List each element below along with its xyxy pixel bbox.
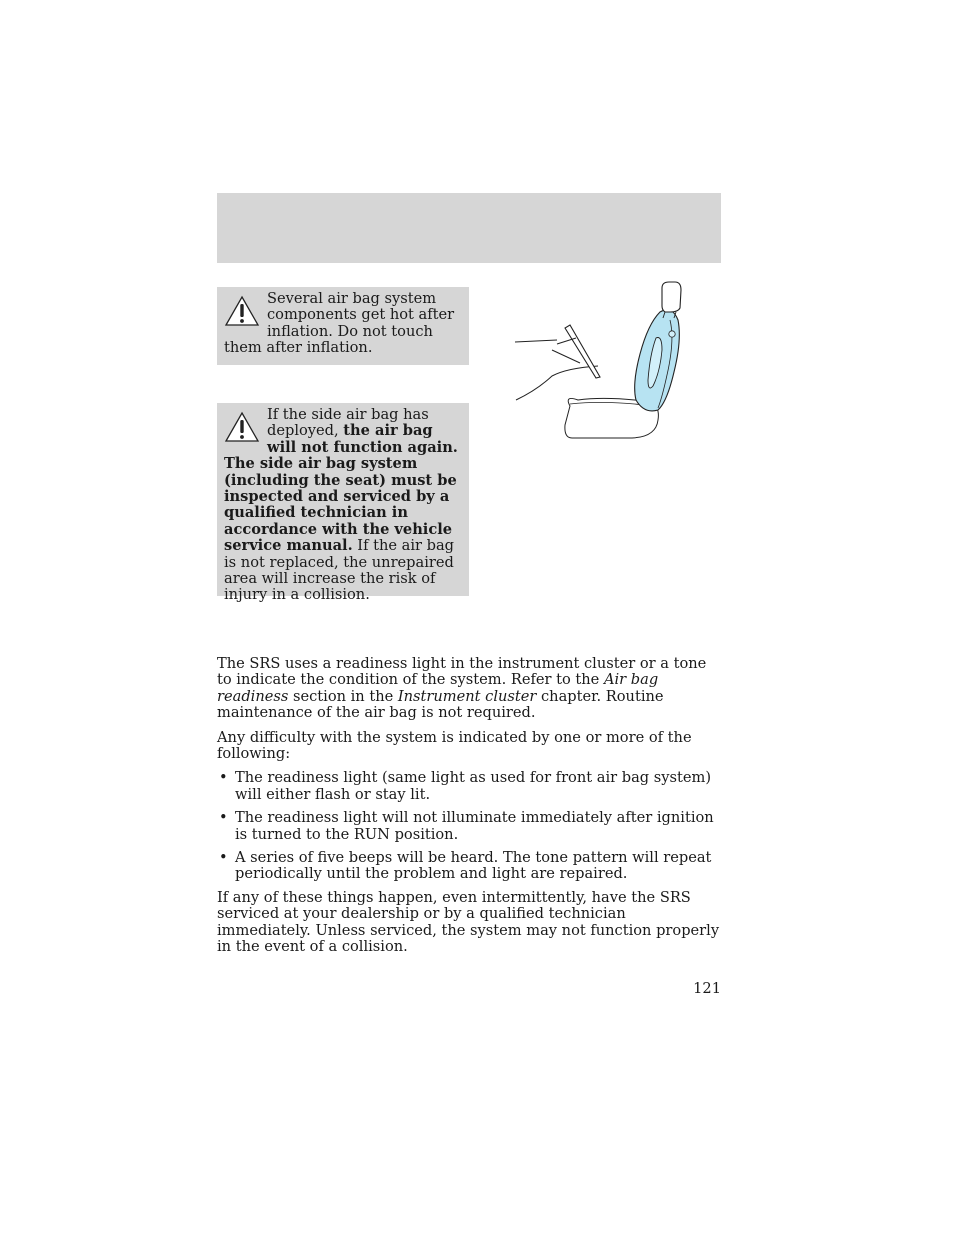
page-number: 121 xyxy=(693,980,721,997)
list-item xyxy=(217,850,722,883)
warning-box-hot-components xyxy=(217,287,469,365)
bullet-mark: • xyxy=(219,849,228,867)
reference-air-bag-readiness: Air bag readiness xyxy=(217,671,659,705)
warning-text-bold: the air bag will not function again. The side air bag system (including the seat) must be inspected and serviced by a qualified technician in accordance with the vehicle service manual. xyxy=(224,422,458,555)
warning-text-intro: If the side air bag has deployed, xyxy=(267,406,429,440)
warning-text-outro: If the air bag is not replaced, the unrepaired area will increase the risk of injury in a collision. xyxy=(224,537,455,604)
paragraph-readiness xyxy=(217,656,722,722)
reference-instrument-cluster: Instrument cluster xyxy=(397,687,537,705)
paragraph-difficulty: Any difficulty with the system is indicated by one or more of the following: xyxy=(217,728,692,763)
list-item xyxy=(217,770,722,803)
srs-readiness-text xyxy=(217,656,722,964)
text-run: section in the xyxy=(288,687,398,705)
paragraph-service: If any of these things happen, even intermittently, have the SRS serviced at your dealership or by a qualified technician immediately. Unless serviced, the system may not function properly in the event of a collision. xyxy=(217,888,720,956)
text-run: chapter. Routine maintenance of the air bag is not required. xyxy=(217,687,664,722)
side-air-bag-seat-icon xyxy=(512,280,722,445)
section-header-band xyxy=(217,193,721,263)
bullet-mark: • xyxy=(219,769,228,787)
warning-text: Several air bag system components get hot after inflation. Do not touch them after inflation. xyxy=(224,290,455,357)
warning-triangle-icon xyxy=(224,411,260,443)
list-item xyxy=(217,810,722,843)
text-run: The SRS uses a readiness light in the instrument cluster or a tone to indicate the condition of the system. Refer to the xyxy=(217,655,707,689)
symptom-list xyxy=(217,770,722,882)
bullet-mark: • xyxy=(219,809,228,827)
warning-box-deployed-airbag xyxy=(217,403,469,604)
list-item-text: The readiness light (same light as used for front air bag system) will either flash or stay lit. xyxy=(235,769,712,803)
warning-triangle-icon xyxy=(224,295,260,327)
list-item-text: The readiness light will not illuminate immediately after ignition is turned to the RUN position. xyxy=(235,809,714,843)
list-item-text: A series of five beeps will be heard. The tone pattern will repeat periodically until the problem and light are repaired. xyxy=(235,849,712,883)
